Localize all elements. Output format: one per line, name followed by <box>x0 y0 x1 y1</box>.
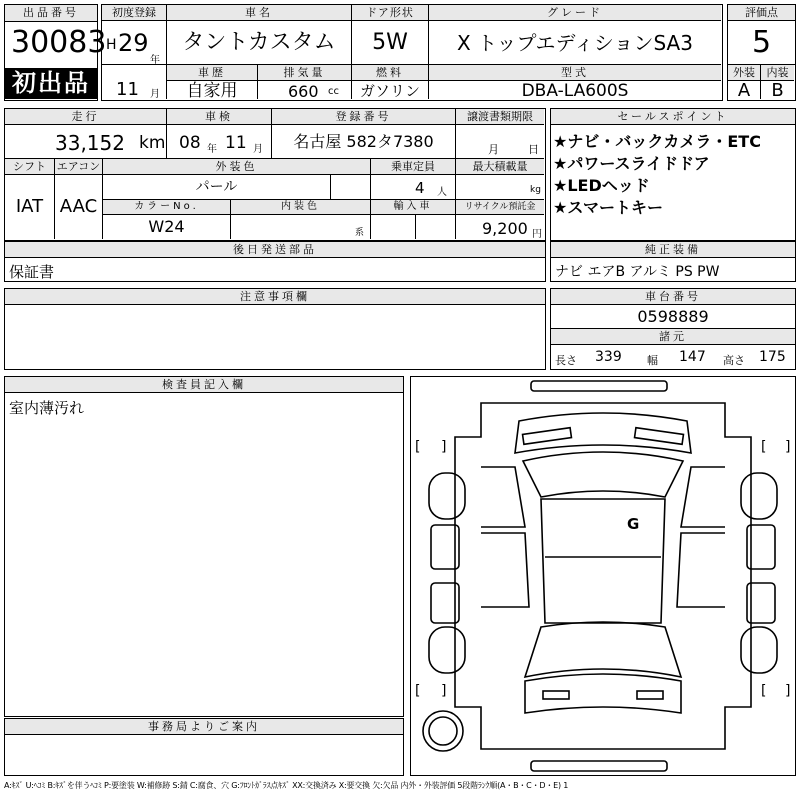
int-color-label: 内装色 <box>231 200 371 215</box>
car-name-value: タントカスタム <box>167 21 352 65</box>
displacement-label: 排気量 <box>258 65 352 81</box>
later-parts-label: 後日発送部品 <box>5 242 545 258</box>
plate-label: 登録番号 <box>272 109 456 125</box>
bracket-left-top: [ <box>415 439 421 455</box>
bracket-left-bottom-r: [ <box>761 683 767 699</box>
registration-label: 初度登録 <box>102 5 167 21</box>
sales-point-2: ★パワースライドドア <box>553 154 710 173</box>
color-no-label: カラーNo. <box>103 200 231 215</box>
notes-block <box>4 288 546 370</box>
sales-point-3: ★LEDヘッド <box>553 176 650 195</box>
capacity-cell <box>371 175 456 200</box>
displacement-cell <box>258 81 352 99</box>
transfer-label: 譲渡書類期限 <box>456 109 544 125</box>
mileage-label: 走行 <box>5 109 167 125</box>
bracket-right-top: ] <box>441 439 447 455</box>
score-label: 評価点 <box>728 5 795 21</box>
recycle-unit: 円 <box>532 229 542 240</box>
glass-damage-mark: G <box>627 515 640 533</box>
vehicle-info-table <box>101 4 723 101</box>
width-label: 幅 <box>647 354 658 367</box>
shift-value: IAT <box>5 175 55 239</box>
registration-month-cell <box>102 65 167 99</box>
length-value: 339 <box>595 349 622 365</box>
recycle-cell <box>456 215 544 239</box>
model-label: 型式 <box>429 65 721 81</box>
fuel-value: ガソリン <box>352 81 429 99</box>
grade-label: グレード <box>429 5 721 21</box>
color-no-value: W24 <box>103 215 231 239</box>
inspector-label: 検査員記入欄 <box>5 377 403 393</box>
displacement-value: 660 <box>288 82 319 101</box>
inspection-year-unit: 年 <box>207 144 217 155</box>
capacity-label: 乗車定員 <box>371 159 456 175</box>
mileage-value: 33,152 <box>55 131 125 155</box>
genuine-label: 純正装備 <box>551 242 795 258</box>
detail-table <box>4 108 546 241</box>
car-name-label: 車名 <box>167 5 352 21</box>
bracket-right-bottom-r: ] <box>785 683 791 699</box>
capacity-value: 4 <box>415 179 425 197</box>
registration-year-unit: 年 <box>150 55 160 66</box>
int-color-unit: 系 <box>355 228 365 238</box>
mileage-unit: km <box>139 133 166 153</box>
import-label: 輸入車 <box>371 200 456 215</box>
sales-points-label: セールスポイント <box>551 109 795 125</box>
plate-value: 名古屋 582タ7380 <box>272 125 456 159</box>
int-score-value: B <box>771 80 784 101</box>
registration-value <box>102 21 167 65</box>
registration-month: 11 <box>116 79 139 100</box>
ext-score-label: 外装 <box>728 65 761 81</box>
score-value: 5 <box>728 21 795 65</box>
later-parts-value: 保証書 <box>9 263 55 281</box>
inspector-value: 室内薄汚れ <box>9 399 85 417</box>
lot-block <box>4 4 107 101</box>
registration-month-unit: 月 <box>150 89 160 100</box>
transfer-month-unit: 月 <box>488 143 499 156</box>
car-diagram <box>411 377 795 775</box>
chassis-value: 0598889 <box>551 305 795 329</box>
door-label: ドア形状 <box>352 5 429 21</box>
genuine-block <box>550 241 796 282</box>
length-label: 長さ <box>555 354 577 367</box>
door-value: 5W <box>352 21 429 65</box>
chassis-block <box>550 288 796 370</box>
transfer-cell <box>456 125 544 159</box>
inspection-month-unit: 月 <box>253 144 263 155</box>
sales-point-4: ★スマートキー <box>553 198 664 217</box>
ext-score-value: A <box>728 81 761 99</box>
score-block <box>727 4 796 101</box>
mileage-cell <box>5 125 167 159</box>
shift-label: シフト <box>5 159 55 175</box>
int-color-cell <box>231 215 371 239</box>
inspection-year: 08 <box>179 133 201 153</box>
sales-points-block <box>550 108 796 241</box>
grade-value: X トップエディションSA3 <box>429 21 721 65</box>
bracket-left-bottom: [ <box>415 683 421 699</box>
lot-number: 30083 <box>11 25 107 60</box>
office-block <box>4 718 404 776</box>
registration-era: H <box>106 37 117 53</box>
legend-text: A:ｷｽﾞ U:ﾍｺﾐ B:ｷｽﾞを伴うﾍｺﾐ P:要塗装 W:補修跡 S:錆 C:腐食、穴 G:ﾌﾛﾝﾄｶﾞﾗｽ点ｷｽﾞ XX:交換済み X:要交換 欠:欠品 内外・外装評価 5段階ﾗﾝｸ順(A・B・C・D・E) 1 <box>4 781 569 790</box>
int-score-label: 内装 <box>761 65 794 81</box>
car-diagram-block <box>410 376 796 776</box>
height-label: 高さ <box>723 354 745 367</box>
capacity-unit: 人 <box>437 187 447 198</box>
max-load-label: 最大積載量 <box>456 159 544 175</box>
history-label: 車歴 <box>167 65 258 81</box>
transfer-day-unit: 日 <box>528 143 539 156</box>
inspection-month: 11 <box>225 133 247 153</box>
spec-label: 諸元 <box>551 329 795 345</box>
bracket-right-top-r: ] <box>785 439 791 455</box>
history-value: 自家用 <box>167 81 258 99</box>
fuel-label: 燃料 <box>352 65 429 81</box>
displacement-unit: cc <box>328 86 339 97</box>
later-parts-block <box>4 241 546 282</box>
height-value: 175 <box>759 349 786 365</box>
inspection-label: 車検 <box>167 109 272 125</box>
registration-year: 29 <box>118 29 149 57</box>
ext-color-value: パール <box>103 175 331 200</box>
ext-color-label: 外装色 <box>103 159 371 175</box>
ext-color-sub <box>331 175 371 200</box>
max-load-unit: kg <box>530 185 541 195</box>
import-cell-a <box>371 215 416 239</box>
bracket-left-top-r: [ <box>761 439 767 455</box>
import-cell-b <box>416 215 456 239</box>
width-value: 147 <box>679 349 706 365</box>
aircon-value: AAC <box>55 175 103 239</box>
office-label: 事務局よりご案内 <box>5 719 403 735</box>
sales-point-1: ★ナビ・バックカメラ・ETC <box>553 132 761 151</box>
bracket-right-bottom: ] <box>441 683 447 699</box>
inspector-block <box>4 376 404 717</box>
first-listing-badge: 初出品 <box>5 68 97 99</box>
recycle-value: 9,200 <box>482 219 528 238</box>
inspection-cell <box>167 125 272 159</box>
chassis-label: 車台番号 <box>551 289 795 305</box>
genuine-value: ナビ エアB アルミ PS PW <box>555 264 720 280</box>
notes-label: 注意事項欄 <box>5 289 545 305</box>
model-value: DBA-LA600S <box>521 81 629 101</box>
max-load-cell <box>456 175 544 200</box>
lot-label: 出品番号 <box>5 5 97 22</box>
recycle-label: リサイクル預託金 <box>456 200 544 215</box>
aircon-label: エアコン <box>55 159 103 175</box>
